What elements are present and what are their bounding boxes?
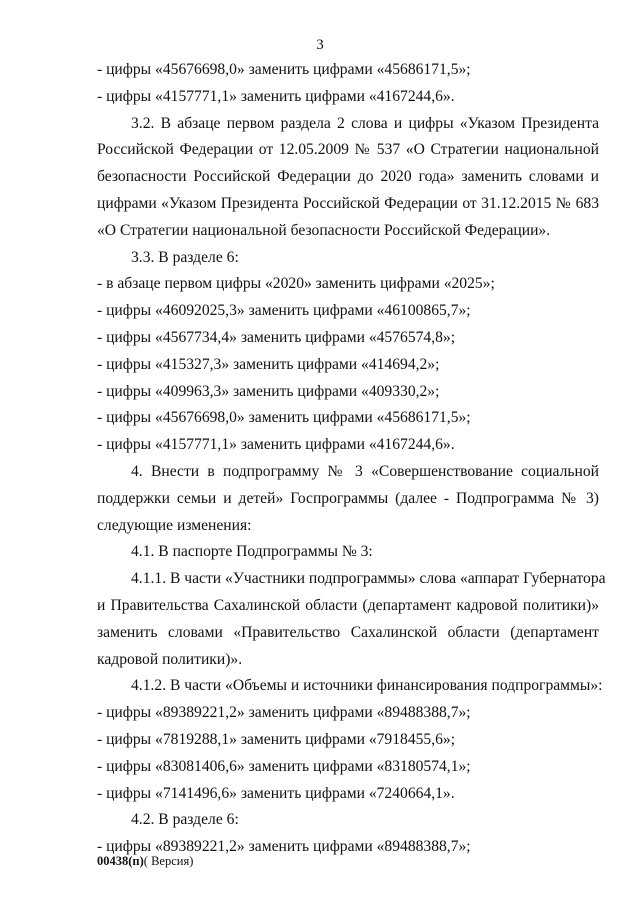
document-body: [97, 57, 606, 861]
document-code: 00438(п): [97, 854, 144, 868]
text-line: поддержки семьи и детей» Госпрограммы (далее - Подпрограмма № 3): [97, 489, 599, 507]
text-line: - в абзаце первом цифры «2020» заменить цифрами «2025»;: [97, 275, 495, 293]
text-line: 4. Внести в подпрограмму № 3 «Совершенствование социальной: [131, 462, 599, 480]
text-line: - цифры «89389221,2» заменить цифрами «89488388,7»;: [97, 704, 471, 722]
text-line: - цифры «7819288,1» заменить цифрами «7918455,6»;: [97, 730, 456, 748]
text-line: 4.1.2. В части «Объемы и источники финансирования подпрограммы»:: [131, 677, 603, 695]
text-line: - цифры «4157771,1» заменить цифрами «4167244,6».: [97, 436, 455, 454]
text-line: - цифры «4567734,4» заменить цифрами «4576574,8»;: [97, 328, 456, 346]
text-line: 3.2. В абзаце первом раздела 2 слова и цифры «Указом Президента: [131, 114, 599, 132]
text-line: - цифры «89389221,2» заменить цифрами «89488388,7»;: [97, 838, 471, 856]
text-line: и Правительства Сахалинской области (департамент кадровой политики)»: [97, 596, 599, 614]
document-version: ( Версия): [143, 854, 194, 868]
text-line: - цифры «83081406,6» заменить цифрами «83180574,1»;: [97, 757, 471, 775]
text-line: цифрами «Указом Президента Российской Федерации от 31.12.2015 № 683: [97, 194, 599, 212]
page-number: 3: [316, 37, 324, 53]
text-line: - цифры «4157771,1» заменить цифрами «4167244,6».: [97, 87, 455, 105]
text-line: заменить словами «Правительство Сахалинской области (департамент: [97, 623, 599, 641]
text-line: Российской Федерации от 12.05.2009 № 537 «О Стратегии национальной: [97, 141, 599, 159]
text-line: 4.1. В паспорте Подпрограммы № 3:: [131, 543, 373, 561]
text-line: - цифры «415327,3» заменить цифрами «414694,2»;: [97, 355, 440, 373]
document-footer: [97, 853, 193, 869]
text-line: безопасности Российской Федерации до 2020 года» заменить словами и: [97, 168, 599, 186]
text-line: следующие изменения:: [97, 516, 252, 534]
text-line: 3.3. В разделе 6:: [131, 248, 239, 266]
text-line: - цифры «46092025,3» заменить цифрами «46100865,7»;: [97, 302, 471, 320]
text-line: 4.1.1. В части «Участники подпрограммы» слова «аппарат Губернатора: [131, 570, 606, 588]
text-line: - цифры «7141496,6» заменить цифрами «7240664,1».: [97, 784, 455, 802]
text-line: «О Стратегии национальной безопасности Российской Федерации».: [97, 221, 551, 239]
text-line: кадровой политики)».: [97, 650, 243, 668]
text-line: - цифры «45676698,0» заменить цифрами «45686171,5»;: [97, 61, 471, 78]
text-line: - цифры «45676698,0» заменить цифрами «45686171,5»;: [97, 409, 471, 427]
text-line: 4.2. В разделе 6:: [131, 811, 239, 829]
text-line: - цифры «409963,3» заменить цифрами «409330,2»;: [97, 382, 440, 400]
